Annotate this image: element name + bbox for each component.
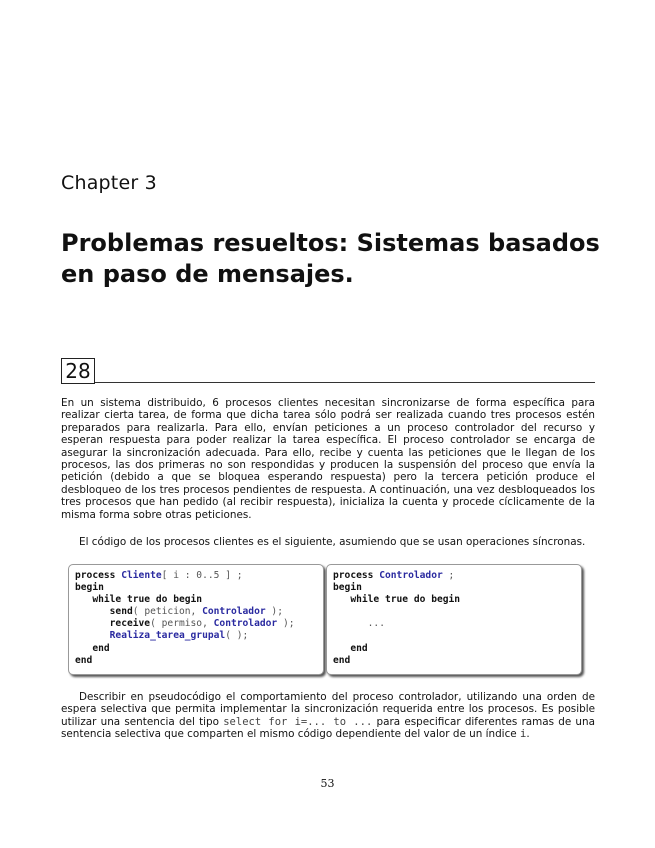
problem-statement: En un sistema distribuido, 6 procesos clientes necesitan sincronizarse de forma específica para realizar cierta tarea, de forma que dicha tarea sólo podrá ser realizada cuando tres procesos estén preparados para realizarla. Para ello, envían peticiones a un proceso controlador del recurso y esperan respuesta para poder realizar la tarea específica. El proceso controlador se encarga de asegurar la sincronización adecuada. Para ello, recibe y cuenta las peticiones que le llegan de los procesos, las dos primeras no son respondidas y producen la suspensión del proceso que envía la petición (debido a que se bloquea esperando respuesta) pero la tercera petición produce el desbloqueo de los tres procesos pendientes de respuesta. A continuación, una vez desbloqueados los tres procesos que han pedido (al recibir respuesta), inicializa la cuenta y procede cíclicamente de la misma forma sobre otras peticiones. (61, 397, 595, 521)
code-line (333, 618, 581, 630)
code-keyword: begin (75, 582, 104, 594)
code-text: ( permiso, (150, 618, 208, 630)
code-line (333, 655, 581, 667)
chapter-title: Problemas resueltos: Sistemas basados en paso de mensajes. (61, 229, 600, 288)
code-line (75, 630, 323, 642)
code-keyword: receive (109, 618, 151, 630)
problem-rule (95, 382, 595, 383)
code-text: ( peticion, (132, 606, 197, 618)
code-line (75, 594, 323, 606)
code-keyword: end (92, 642, 110, 654)
code-line (333, 630, 581, 642)
code-keyword: while true do begin (92, 594, 203, 606)
page-number: 53 (320, 777, 335, 790)
code-text: [ i : 0..5 ] ; (161, 570, 243, 581)
client-code-box (68, 564, 324, 675)
code-keyword: while true do begin (350, 594, 461, 606)
code-text: ( ); (225, 630, 249, 642)
code-line (75, 655, 323, 667)
code-line (333, 594, 581, 606)
code-line (75, 643, 323, 655)
code-line (75, 582, 323, 594)
task-statement (61, 691, 595, 741)
code-text: ); (282, 618, 295, 630)
problem-number: 28 (61, 358, 95, 384)
code-text: ; (448, 570, 455, 581)
code-line (75, 570, 323, 582)
code-line (333, 606, 581, 618)
code-identifier: Realiza_tarea_grupal (109, 630, 226, 642)
code-keyword: begin (333, 582, 362, 594)
inline-code-index: i (520, 728, 527, 741)
code-keyword: end (75, 654, 93, 666)
code-line (333, 643, 581, 655)
code-line (75, 606, 323, 618)
inline-code-select: select for i=... to ... (223, 715, 373, 728)
code-line (333, 582, 581, 594)
code-keyword: send (109, 606, 133, 618)
code-line (333, 570, 581, 582)
code-identifier: Controlador (202, 606, 266, 618)
code-keyword: process (75, 570, 116, 581)
code-intro-text: El código de los procesos clientes es el siguiente, asumiendo que se usan operaciones síncronas. (79, 536, 586, 548)
task-text: para especificar diferentes ramas de una sentencia selectiva que comparten el mismo código dependiente del valor de un índice (61, 715, 595, 741)
code-keyword: end (333, 654, 351, 666)
process-name-cliente: Cliente (121, 570, 162, 581)
problem-header (61, 358, 595, 384)
code-keyword: process (333, 570, 374, 581)
code-text: ); (271, 606, 283, 618)
code-keyword: end (350, 642, 368, 654)
controller-code-box (326, 564, 582, 675)
task-text: . (526, 728, 530, 741)
process-name-controlador: Controlador (379, 570, 443, 581)
code-identifier: Controlador (213, 618, 278, 630)
code-line (75, 618, 323, 630)
chapter-label: Chapter 3 (61, 172, 157, 194)
code-ellipsis: ... (367, 618, 385, 630)
task-text: Describir en pseudocódigo el comportamiento del proceso controlador, utilizando una orden de espera selectiva que permita implementar la sincronización requerida entre los procesos. Es posible utilizar una sentencia del tipo (61, 691, 595, 728)
